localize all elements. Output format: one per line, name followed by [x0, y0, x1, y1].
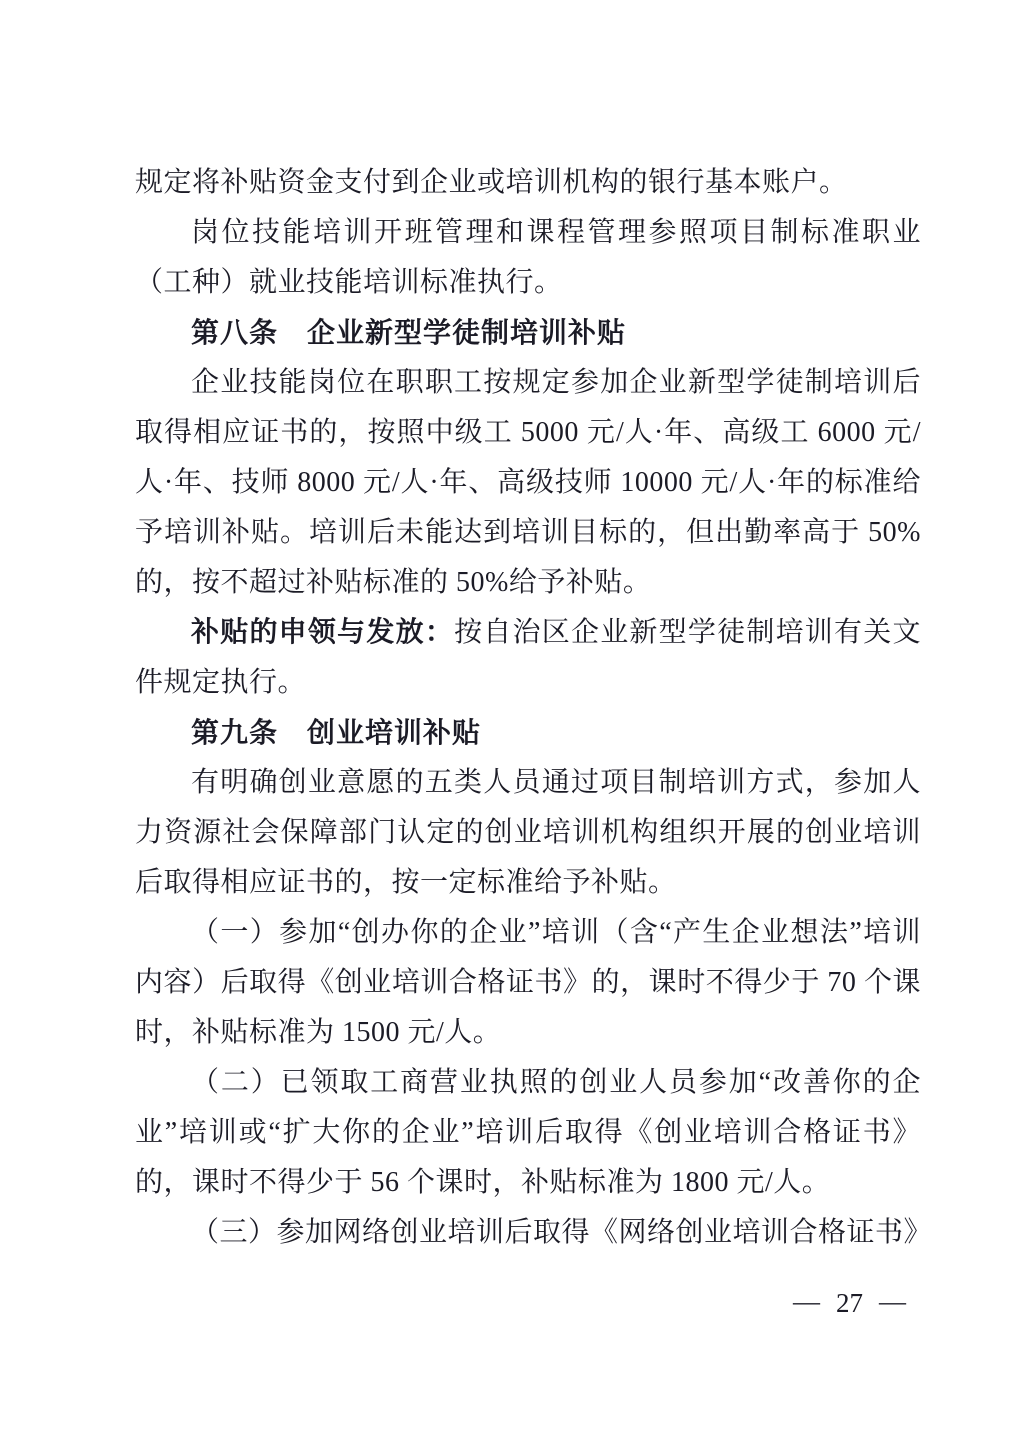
- paragraph: [135, 608, 921, 708]
- document-body: [135, 158, 933, 1258]
- section-heading-article-9: 第九条 创业培训补贴: [191, 717, 482, 748]
- paragraph: 企业技能岗位在职职工按规定参加企业新型学徒制培训后取得相应证书的，按照中级工 5000 元/人·年、高级工 6000 元/人·年、技师 8000 元/人·年、高级技师 10000 元/人·年的标准给予培训补贴。培训后未能达到培训目标的，但出勤率高于 50%的，按不超过补贴标准的 50%给予补贴。: [135, 367, 921, 598]
- footer-right-dash: —: [879, 1286, 906, 1316]
- page-number: 27: [836, 1288, 863, 1318]
- paragraph: 有明确创业意愿的五类人员通过项目制培训方式，参加人力资源社会保障部门认定的创业培训机构组织开展的创业培训后取得相应证书的，按一定标准给予补贴。: [135, 767, 921, 898]
- section-heading-article-8: 第八条 企业新型学徒制培训补贴: [191, 317, 627, 348]
- paragraph-item-3: （三）参加网络创业培训后取得《网络创业培训合格证书》: [191, 1217, 933, 1248]
- paragraph-text: 按自治区企业新型学徒制培训有关文件规定执行。: [135, 617, 921, 698]
- paragraph: 岗位技能培训开班管理和课程管理参照项目制标准职业（工种）就业技能培训标准执行。: [135, 217, 921, 298]
- page-number-footer: [793, 1286, 906, 1320]
- paragraph-continued: 规定将补贴资金支付到企业或培训机构的银行基本账户。: [135, 167, 848, 198]
- footer-left-dash: —: [793, 1286, 820, 1316]
- paragraph-item-1: （一）参加“创办你的企业”培训（含“产生企业想法”培训内容）后取得《创业培训合格证书》的，课时不得少于 70 个课时，补贴标准为 1500 元/人。: [135, 917, 921, 1048]
- paragraph-lead-bold: 补贴的申领与发放：: [191, 617, 455, 648]
- paragraph-item-2: （二）已领取工商营业执照的创业人员参加“改善你的企业”培训或“扩大你的企业”培训后取得《创业培训合格证书》的，课时不得少于 56 个课时，补贴标准为 1800 元/人。: [135, 1067, 921, 1198]
